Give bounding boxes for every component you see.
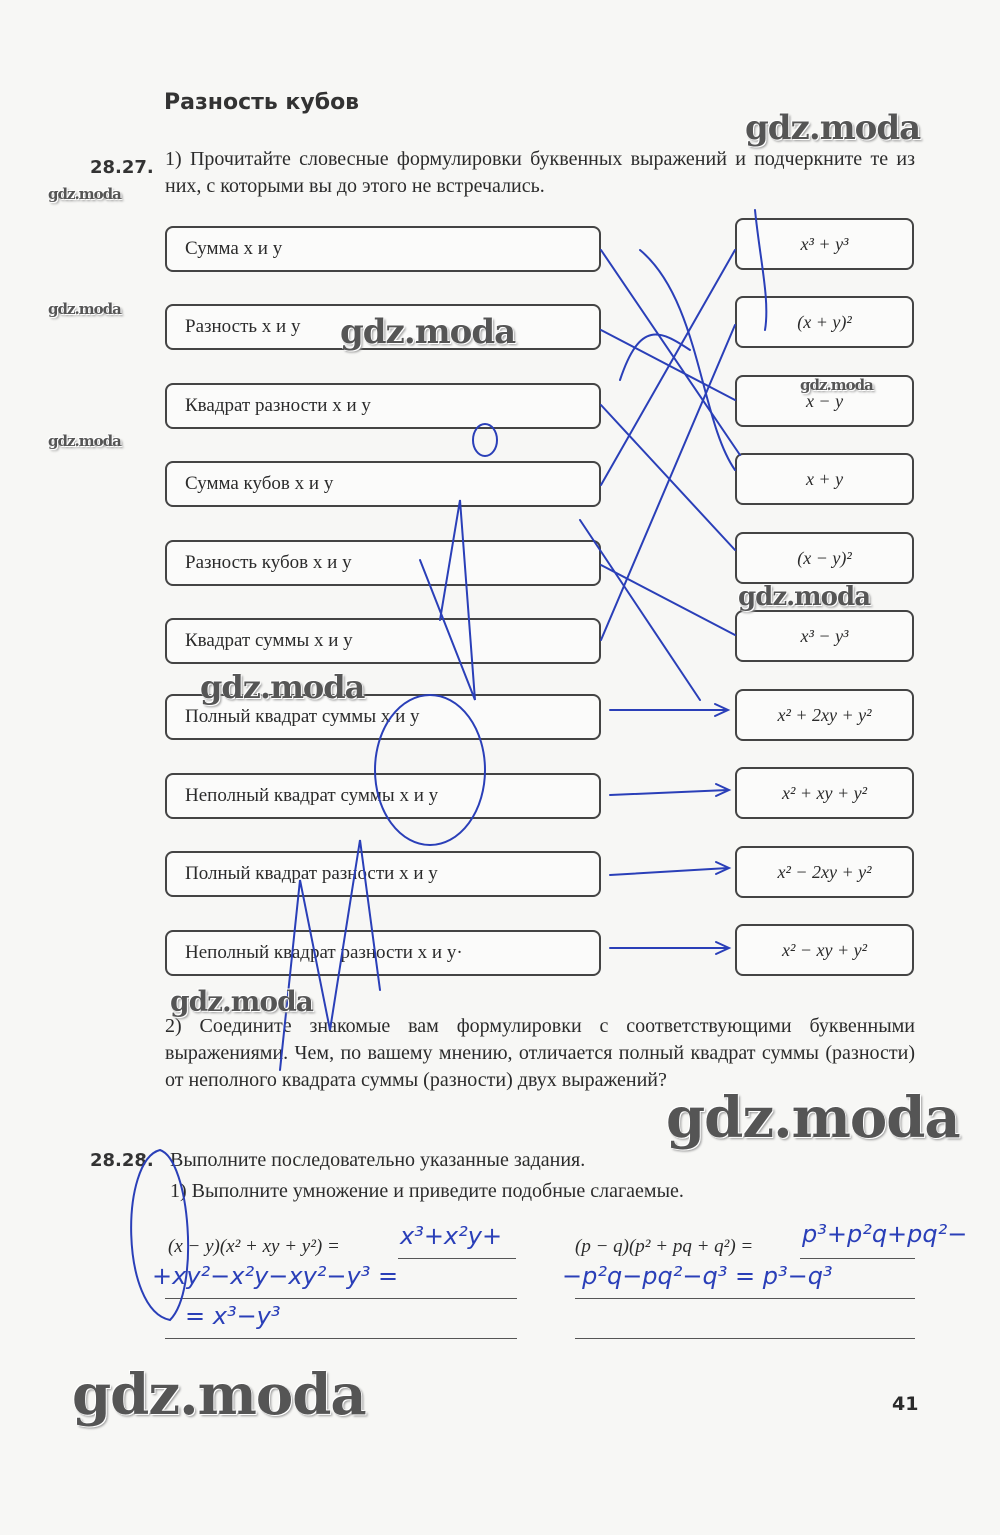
left-item-label: Полный квадрат разности x и y	[185, 863, 438, 884]
arrow-line	[610, 790, 728, 795]
scribble	[755, 210, 766, 330]
right-item-expr: (x + y)²	[797, 311, 852, 332]
watermark: gdz.moda	[800, 376, 873, 394]
watermark: gdz.moda	[666, 1085, 960, 1151]
task2-intro: Выполните последовательно указанные задания.	[170, 1149, 586, 1171]
watermark: gdz.moda	[48, 185, 121, 203]
task1-part2-text: 2) Соедините знакомые вам формулировки с соответствующими буквенными выражениями. Чем, по вашему мнению, отличается полный квадрат суммы (разности) от неполного квадрата суммы (разности) двух выражений?	[165, 1015, 915, 1091]
right-item-expr: x² + 2xy + y²	[777, 704, 872, 725]
connector-line	[601, 250, 740, 455]
handwriting-left-3: = x³−y³	[185, 1302, 281, 1330]
handwriting-left-1: x³+x²y+	[400, 1222, 503, 1250]
watermark: gdz.moda	[72, 1362, 366, 1428]
scribble-circle	[473, 424, 497, 456]
left-item-label: Сумма x и y	[185, 238, 283, 259]
scribble-circle	[375, 695, 485, 845]
task1-part1-text: 1) Прочитайте словесные формулировки буквенных выражений и подчеркните те из них, с которыми вы до этого не встречались.	[165, 148, 915, 197]
right-item-expr: x² + xy + y²	[781, 782, 868, 803]
left-item-label: Неполный квадрат суммы x и y	[185, 785, 439, 806]
task-number-28-27: 28.27.	[90, 157, 154, 178]
handwriting-left-2: +xy²−x²y−xy²−y³ =	[152, 1262, 399, 1290]
arrow-line	[610, 868, 728, 875]
connector-line	[601, 330, 735, 400]
right-item-expr: x + y	[805, 468, 844, 489]
right-item-expr: x − y	[805, 390, 844, 411]
left-item-label: Полный квадрат суммы x и y	[185, 706, 420, 727]
connector-line	[601, 325, 735, 640]
handwriting-right-2: −p²q−pq²−q³ = p³−q³	[562, 1262, 833, 1290]
section-title: Разность кубов	[164, 90, 360, 115]
left-item-label: Квадрат суммы x и y	[185, 630, 353, 651]
left-item-label: Неполный квадрат разности x и y·	[185, 942, 463, 963]
handwriting-right-1: p³+p²q+pq²−	[802, 1220, 968, 1248]
left-item-label: Квадрат разности x и y	[185, 395, 371, 416]
task2-subtask: 1) Выполните умножение и приведите подобные слагаемые.	[170, 1180, 684, 1202]
left-item-label: Разность x и y	[185, 316, 301, 337]
task-number-28-28: 28.28.	[90, 1150, 154, 1171]
connector-line	[601, 565, 735, 635]
left-expression: (x − y)(x² + xy + y²) =	[168, 1236, 340, 1257]
watermark: gdz.moda	[200, 668, 365, 706]
left-item-label: Разность кубов x и y	[185, 552, 352, 573]
page-number: 41	[892, 1393, 919, 1415]
watermark: gdz.moda	[48, 300, 121, 318]
right-item-expr: x³ − y³	[800, 625, 849, 646]
scribble	[280, 840, 380, 1070]
scribble	[420, 500, 475, 700]
watermark: gdz.moda	[340, 312, 516, 352]
right-expression: (p − q)(p² + pq + q²) =	[575, 1236, 754, 1257]
right-item-expr: x³ + y³	[800, 233, 849, 254]
watermark: gdz.moda	[170, 985, 313, 1018]
right-item-expr: x² − 2xy + y²	[777, 861, 872, 882]
right-item-expr: (x − y)²	[797, 547, 852, 568]
right-item-expr: x² − xy + y²	[781, 939, 868, 960]
left-item-label: Сумма кубов x и y	[185, 473, 334, 494]
scribble	[131, 1150, 188, 1320]
watermark: gdz.moda	[745, 108, 921, 148]
watermark: gdz.moda	[738, 582, 871, 612]
watermark: gdz.moda	[48, 432, 121, 450]
